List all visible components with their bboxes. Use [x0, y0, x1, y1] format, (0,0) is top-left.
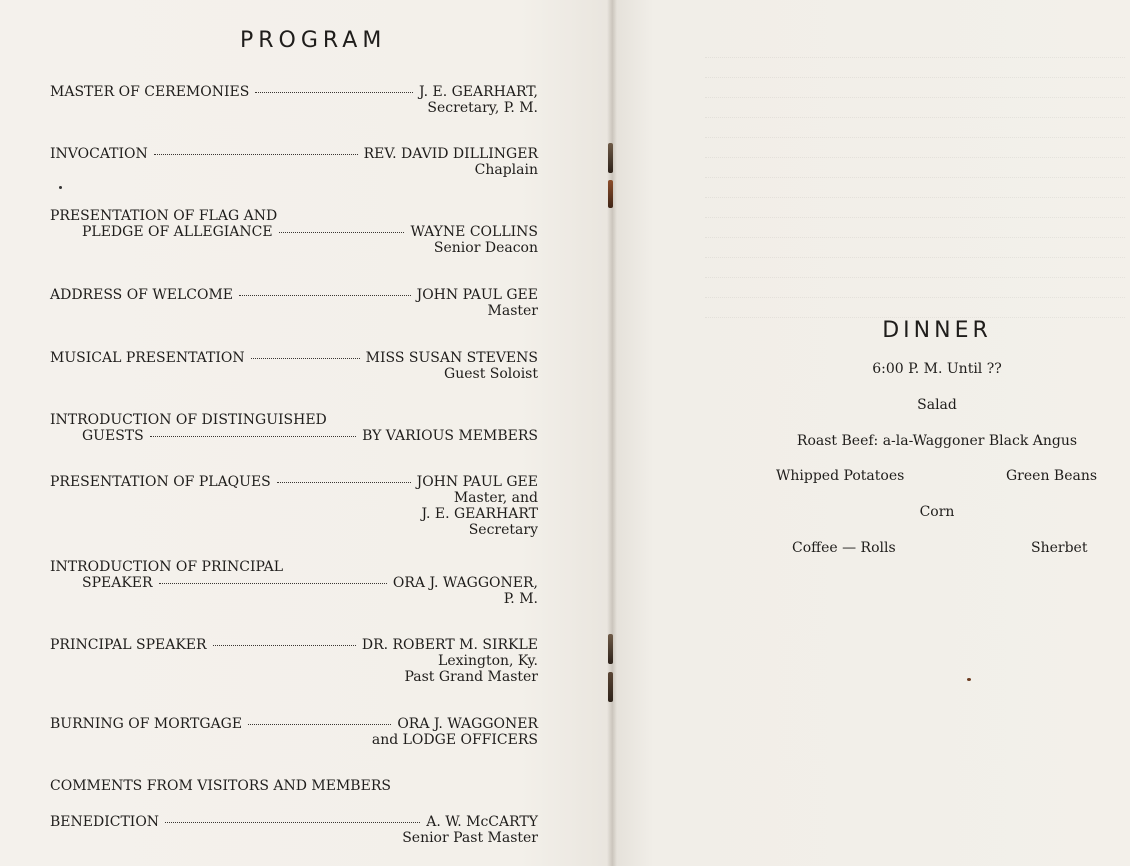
- dot-leader: [165, 822, 420, 823]
- staple-top-rust: [608, 180, 613, 208]
- entry-name: ORA J. WAGGONER,: [392, 575, 538, 591]
- menu-item-green-beans: Green Beans: [1006, 468, 1098, 484]
- entry-label: INTRODUCTION OF DISTINGUISHED: [50, 412, 327, 428]
- entry-label: PRESENTATION OF FLAG AND: [50, 208, 278, 224]
- ink-speck: [967, 678, 971, 681]
- entry-name: MISS SUSAN STEVENS: [365, 350, 538, 366]
- entry-label: PLEDGE OF ALLEGIANCE: [82, 224, 273, 240]
- staple-top: [608, 143, 613, 173]
- entry-name: JOHN PAUL GEE: [416, 474, 538, 490]
- program-entry-invocation: [50, 146, 538, 178]
- dot-leader: [248, 724, 391, 725]
- program-title: PROGRAM: [240, 28, 387, 53]
- menu-item-coffee-rolls: Coffee — Rolls: [792, 540, 896, 556]
- entry-name: DR. ROBERT M. SIRKLE: [361, 637, 538, 653]
- entry-name: BY VARIOUS MEMBERS: [362, 428, 538, 444]
- entry-role: J. E. GEARHART: [421, 506, 538, 522]
- entry-label: SPEAKER: [82, 575, 153, 591]
- dot-leader: [279, 232, 405, 233]
- program-entry-address-of-welcome: [50, 287, 538, 319]
- entry-role: Secretary: [468, 522, 538, 538]
- entry-role: Master, and: [453, 490, 538, 506]
- entry-label: GUESTS: [82, 428, 144, 444]
- entry-name: J. E. GEARHART,: [419, 84, 538, 100]
- entry-name: A. W. McCARTY: [426, 814, 538, 830]
- entry-label: INTRODUCTION OF PRINCIPAL: [50, 559, 284, 575]
- entry-name: JOHN PAUL GEE: [416, 287, 538, 303]
- entry-role: P. M.: [503, 591, 538, 607]
- menu-item-salad: Salad: [917, 397, 957, 413]
- entry-role: Guest Soloist: [444, 366, 538, 382]
- entry-role: and LODGE OFFICERS: [371, 732, 538, 748]
- entry-label: INVOCATION: [50, 146, 148, 162]
- entry-role: Past Grand Master: [404, 669, 538, 685]
- entry-label: BURNING OF MORTGAGE: [50, 716, 243, 732]
- program-entry-burning-of-mortgage: [50, 716, 538, 748]
- entry-role: Lexington, Ky.: [438, 653, 538, 669]
- menu-item-corn: Corn: [919, 504, 955, 520]
- dot-leader: [213, 645, 356, 646]
- program-entry-distinguished-guests: [50, 412, 538, 444]
- program-entry-comments: [50, 778, 538, 794]
- entry-role: Senior Past Master: [402, 830, 538, 846]
- program-entry-introduction-of-speaker: [50, 559, 538, 607]
- entry-role: Chaplain: [474, 162, 538, 178]
- entry-label: MASTER OF CEREMONIES: [50, 84, 250, 100]
- entry-label: BENEDICTION: [50, 814, 160, 830]
- entry-name: ORA J. WAGGONER: [397, 716, 538, 732]
- entry-name: WAYNE COLLINS: [410, 224, 538, 240]
- entry-role: Master: [487, 303, 538, 319]
- program-entry-presentation-of-plaques: [50, 474, 538, 538]
- entry-role: Secretary, P. M.: [427, 100, 538, 116]
- ink-speck: [59, 186, 62, 189]
- entry-label: PRESENTATION OF PLAQUES: [50, 474, 271, 490]
- program-entry-master-of-ceremonies: [50, 84, 538, 116]
- entry-name: REV. DAVID DILLINGER: [363, 146, 538, 162]
- program-entry-musical-presentation: [50, 350, 538, 382]
- dot-leader: [150, 436, 356, 437]
- entry-label: ADDRESS OF WELCOME: [50, 287, 233, 303]
- dinner-time: 6:00 P. M. Until ??: [872, 361, 1002, 377]
- menu-item-potatoes: Whipped Potatoes: [776, 468, 905, 484]
- entry-role: Senior Deacon: [433, 240, 538, 256]
- menu-item-sherbet: Sherbet: [1031, 540, 1088, 556]
- entry-label: COMMENTS FROM VISITORS AND MEMBERS: [50, 778, 391, 794]
- dot-leader: [251, 358, 360, 359]
- staple-bottom: [608, 634, 613, 664]
- entry-label: PRINCIPAL SPEAKER: [50, 637, 207, 653]
- dinner-title: DINNER: [882, 318, 992, 343]
- dot-leader: [154, 154, 358, 155]
- dot-leader: [159, 583, 387, 584]
- program-entry-flag-pledge: [50, 208, 538, 256]
- program-entry-benediction: [50, 814, 538, 846]
- dot-leader: [239, 295, 411, 296]
- entry-label: MUSICAL PRESENTATION: [50, 350, 245, 366]
- staple-bottom-lower: [608, 672, 613, 702]
- program-entry-principal-speaker: [50, 637, 538, 685]
- dot-leader: [277, 482, 411, 483]
- menu-item-main-course: Roast Beef: a-la-Waggoner Black Angus: [796, 433, 1078, 449]
- dot-leader: [255, 92, 413, 93]
